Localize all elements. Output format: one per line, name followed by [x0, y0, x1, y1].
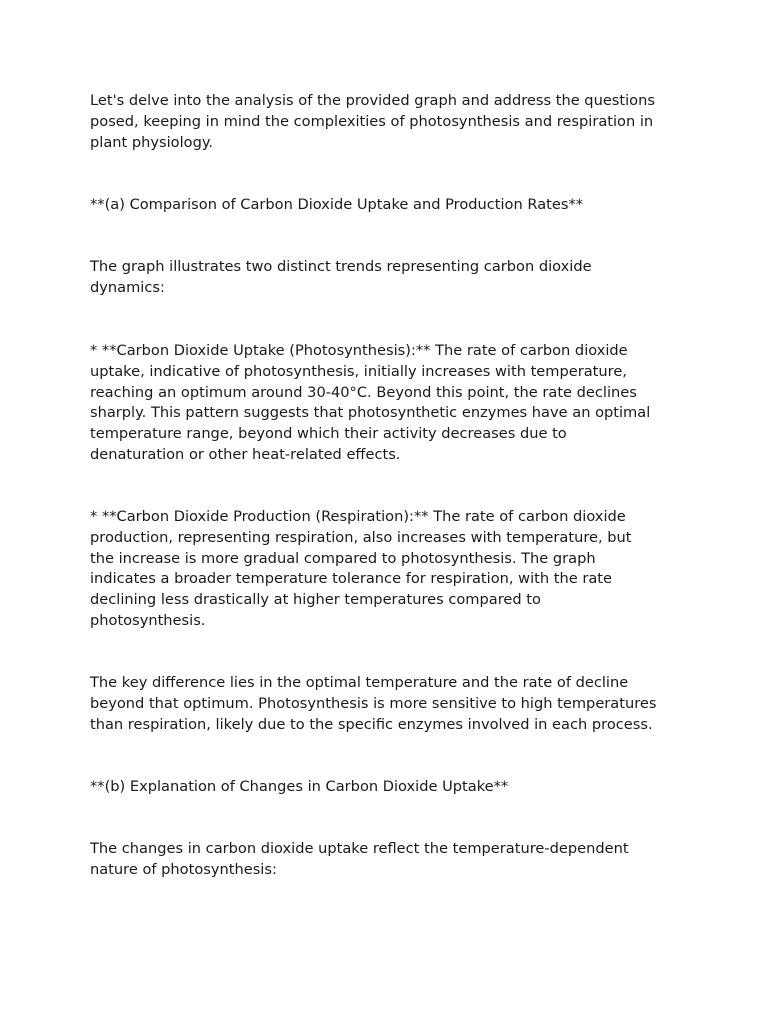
graph-overview-paragraph: The graph illustrates two distinct trends representing carbon dioxide dynamics:	[90, 258, 592, 296]
intro-paragraph: Let's delve into the analysis of the provided graph and address the questions posed, keeping in mind the complexities of photosynthesis and respiration in plant physiology.	[90, 92, 655, 151]
key-difference-paragraph: The key difference lies in the optimal temperature and the rate of decline beyond that optimum. Photosynthesis is more sensitive to high temperatures than respiration, likely due to the specific enzymes involved in each process.	[90, 674, 657, 733]
section-a-heading: **(a) Comparison of Carbon Dioxide Uptake and Production Rates**	[90, 196, 584, 213]
production-bullet-paragraph: * **Carbon Dioxide Production (Respiration):** The rate of carbon dioxide production, representing respiration, also increases with temperature, but the increase is more gradual compared to photosynthesis. The graph indicates a broader temperature tolerance for respiration, with the rate declining less drastically at higher temperatures compared to photosynthesis.	[90, 508, 632, 629]
uptake-bullet-paragraph: * **Carbon Dioxide Uptake (Photosynthesis):** The rate of carbon dioxide uptake, indicative of photosynthesis, initially increases with temperature, reaching an optimum around 30-40°C. Beyond this point, the rate declines sharply. This pattern suggests that photosynthetic enzymes have an optimal temperature range, beyond which their activity decreases due to denaturation or other heat-related effects.	[90, 342, 651, 463]
section-b-heading: **(b) Explanation of Changes in Carbon Dioxide Uptake**	[90, 778, 509, 795]
uptake-changes-paragraph: The changes in carbon dioxide uptake reflect the temperature-dependent nature of photosynthesis:	[90, 840, 629, 878]
